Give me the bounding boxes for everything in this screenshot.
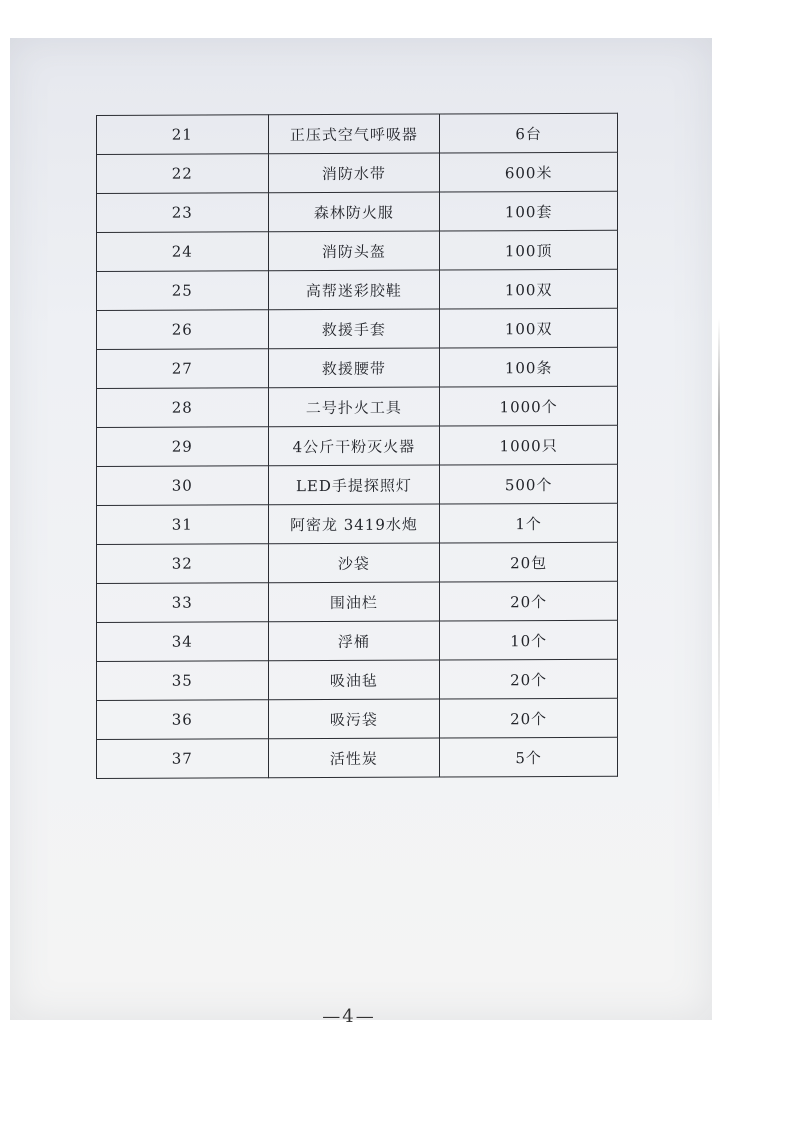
item-quantity-cell: 10个 xyxy=(440,620,618,660)
item-quantity-cell: 100双 xyxy=(440,269,618,309)
table-row xyxy=(97,347,618,388)
item-quantity-cell: 1000个 xyxy=(440,386,618,426)
row-number-cell: 28 xyxy=(97,388,269,428)
item-name-cell: 消防头盔 xyxy=(268,231,440,271)
item-name-cell: 浮桶 xyxy=(268,621,440,661)
item-name-cell: 活性炭 xyxy=(268,738,440,778)
item-quantity-cell: 500个 xyxy=(440,464,618,504)
row-number-cell: 34 xyxy=(97,622,269,662)
item-quantity-cell: 20个 xyxy=(440,698,618,738)
row-number-cell: 36 xyxy=(97,700,269,740)
item-quantity-cell: 100顶 xyxy=(440,230,618,270)
row-number-cell: 31 xyxy=(97,505,269,545)
table-row xyxy=(97,152,618,193)
table-row xyxy=(97,425,618,466)
table-row xyxy=(97,698,618,739)
table-row xyxy=(97,113,618,154)
item-name-cell: 救援手套 xyxy=(268,309,440,349)
table-row xyxy=(97,386,618,427)
row-number-cell: 32 xyxy=(97,544,269,584)
page-edge-shadow xyxy=(718,318,720,818)
equipment-table-body xyxy=(97,113,618,778)
item-quantity-cell: 20个 xyxy=(440,581,618,621)
item-name-cell: 围油栏 xyxy=(268,582,440,622)
item-name-cell: 吸污袋 xyxy=(268,699,440,739)
item-quantity-cell: 600米 xyxy=(440,152,618,192)
row-number-cell: 23 xyxy=(97,193,269,233)
row-number-cell: 35 xyxy=(97,661,269,701)
row-number-cell: 27 xyxy=(97,349,269,389)
item-name-cell: 正压式空气呼吸器 xyxy=(268,114,440,154)
table-row xyxy=(97,737,618,778)
row-number-cell: 25 xyxy=(97,271,269,311)
row-number-cell: 29 xyxy=(97,427,269,467)
row-number-cell: 21 xyxy=(97,115,269,155)
table-row xyxy=(97,308,618,349)
item-quantity-cell: 6台 xyxy=(440,113,618,153)
item-quantity-cell: 100双 xyxy=(440,308,618,348)
item-name-cell: 二号扑火工具 xyxy=(268,387,440,427)
table-row xyxy=(97,581,618,622)
row-number-cell: 30 xyxy=(97,466,269,506)
item-quantity-cell: 1000只 xyxy=(440,425,618,465)
item-name-cell: 消防水带 xyxy=(268,153,440,193)
table-row xyxy=(97,659,618,700)
row-number-cell: 33 xyxy=(97,583,269,623)
table-row xyxy=(97,269,618,310)
item-quantity-cell: 100套 xyxy=(440,191,618,231)
row-number-cell: 37 xyxy=(97,739,269,779)
table-row xyxy=(97,542,618,583)
row-number-cell: 24 xyxy=(97,232,269,272)
item-name-cell: 阿密龙 3419水炮 xyxy=(268,504,440,544)
item-name-cell: 沙袋 xyxy=(268,543,440,583)
item-quantity-cell: 1个 xyxy=(440,503,618,543)
page-number: —4— xyxy=(322,1006,376,1027)
item-name-cell: 高帮迷彩胶鞋 xyxy=(268,270,440,310)
equipment-table xyxy=(96,113,618,779)
item-name-cell: 吸油毡 xyxy=(268,660,440,700)
table-row xyxy=(97,191,618,232)
item-quantity-cell: 100条 xyxy=(440,347,618,387)
item-quantity-cell: 20包 xyxy=(440,542,618,582)
row-number-cell: 26 xyxy=(97,310,269,350)
item-name-cell: LED手提探照灯 xyxy=(268,465,440,505)
table-row xyxy=(97,464,618,505)
item-name-cell: 4公斤干粉灭火器 xyxy=(268,426,440,466)
item-quantity-cell: 20个 xyxy=(440,659,618,699)
item-name-cell: 森林防火服 xyxy=(268,192,440,232)
table-row xyxy=(97,503,618,544)
document-page xyxy=(10,38,712,1027)
table-row xyxy=(97,230,618,271)
table-row xyxy=(97,620,618,661)
item-name-cell: 救援腰带 xyxy=(268,348,440,388)
row-number-cell: 22 xyxy=(97,154,269,194)
item-quantity-cell: 5个 xyxy=(440,737,618,777)
